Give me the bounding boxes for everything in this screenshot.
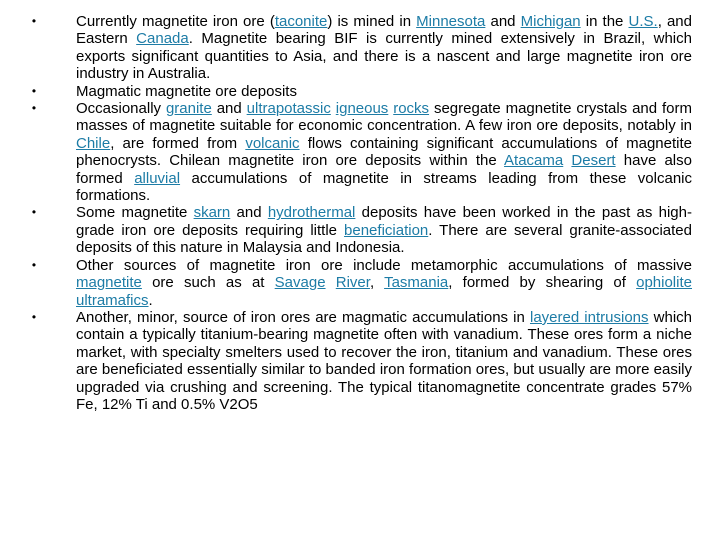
bullet-text <box>76 83 297 100</box>
bullet-list <box>28 13 692 413</box>
hyperlink[interactable]: U.S. <box>628 13 658 30</box>
hyperlink[interactable]: skarn <box>193 204 231 222</box>
text-run: which contain a typically titanium-bearing magnetite often with vanadium. These ores form a niche market, with specialty smelters used to recover the iron, titanium and vanadium. These ores are beneficiated essentially similar to banded iron formation ores, but usually are more easily upgraded via crushing and screening. The typical titanomagnetite concentrate grades 57% Fe, 12% Ti and 0.5% V2O5 <box>76 308 692 413</box>
hyperlink[interactable]: hydrothermal <box>267 204 356 222</box>
hyperlink[interactable]: Canada <box>136 30 189 48</box>
hyperlink[interactable]: granite <box>165 100 212 118</box>
bullet-dot: • <box>31 309 37 324</box>
bullet-item <box>28 257 692 309</box>
hyperlink[interactable]: Tasmania <box>384 274 449 292</box>
hyperlink[interactable]: ultramafics <box>76 291 149 309</box>
hyperlink[interactable]: beneficiation <box>344 221 429 239</box>
text-run: ore such as at <box>141 274 275 292</box>
text-run: Occasionally <box>76 100 166 118</box>
text-run <box>326 274 336 291</box>
bullet-item <box>28 83 692 100</box>
hyperlink[interactable]: ultrapotassic <box>246 100 331 118</box>
text-run: and <box>485 13 521 30</box>
hyperlink[interactable]: igneous <box>335 100 389 118</box>
text-run: , formed by shearing of <box>448 274 637 292</box>
text-run: segregate magnetite crystals and form masses of magnetite suitable for economic concentration. A few iron ore deposits, notably in <box>76 100 693 135</box>
text-run: , and Eastern <box>76 13 692 48</box>
text-run: have also formed <box>76 152 692 187</box>
hyperlink[interactable]: rocks <box>393 100 430 118</box>
text-run: ) is mined in <box>327 13 417 30</box>
bullet-text <box>76 257 692 309</box>
hyperlink[interactable]: taconite <box>274 13 328 30</box>
bullet-text <box>76 309 692 413</box>
hyperlink[interactable]: layered intrusions <box>529 308 649 326</box>
text-run: Another, minor, source of iron ores are magmatic accumulations in <box>76 308 530 326</box>
text-run: , are formed from <box>110 134 246 152</box>
bullet-text <box>76 204 692 256</box>
bullet-dot: • <box>31 257 37 272</box>
text-run: in the <box>580 13 629 30</box>
text-run: Some magnetite <box>76 204 194 222</box>
text-run: . Magnetite bearing BIF is currently mined extensively in Brazil, which exports significant quantities to Asia, and there is a nascent and large magnetite iron ore industry in Australia. <box>76 30 692 83</box>
hyperlink[interactable]: Desert <box>571 152 616 170</box>
bullet-item <box>28 100 692 204</box>
bullet-text <box>76 100 692 204</box>
text-run: Magmatic magnetite ore deposits <box>76 82 297 100</box>
text-run: Other sources of magnetite iron ore include metamorphic accumulations of massive <box>76 256 692 274</box>
bullet-dot: • <box>31 14 37 28</box>
text-run: deposits have been worked in the past as high-grade iron ore deposits requiring little <box>76 204 692 239</box>
text-run: flows containing significant accumulations of magnetite phenocrysts. Chilean magnetite iron ore deposits within the <box>76 134 692 170</box>
bullet-item <box>28 204 692 256</box>
hyperlink[interactable]: Savage <box>274 274 326 292</box>
hyperlink[interactable]: alluvial <box>134 169 181 187</box>
text-run: accumulations of magnetite in streams leading from these volcanic formations. <box>76 169 692 205</box>
bullet-item <box>28 309 692 413</box>
hyperlink[interactable]: Atacama <box>504 152 564 170</box>
text-run: and <box>211 100 247 118</box>
hyperlink[interactable]: Chile <box>76 134 111 152</box>
hyperlink[interactable]: River <box>335 274 370 292</box>
hyperlink[interactable]: Michigan <box>520 13 581 30</box>
text-run: . There are several granite-associated deposits of this nature in Malaysia and Indonesia. <box>76 221 692 257</box>
bullet-dot: • <box>31 83 37 98</box>
text-run: Currently magnetite iron ore ( <box>76 13 275 30</box>
hyperlink[interactable]: volcanic <box>245 134 300 152</box>
bullet-text <box>76 13 692 82</box>
hyperlink[interactable]: magnetite <box>76 274 142 292</box>
bullet-dot: • <box>31 101 37 116</box>
text-run: and <box>230 204 268 222</box>
hyperlink[interactable]: Minnesota <box>416 13 486 30</box>
text-run: , <box>369 274 385 292</box>
text-run: . <box>148 291 153 309</box>
bullet-dot: • <box>31 205 37 220</box>
hyperlink[interactable]: ophiolite <box>636 274 692 292</box>
bullet-item <box>28 13 692 83</box>
